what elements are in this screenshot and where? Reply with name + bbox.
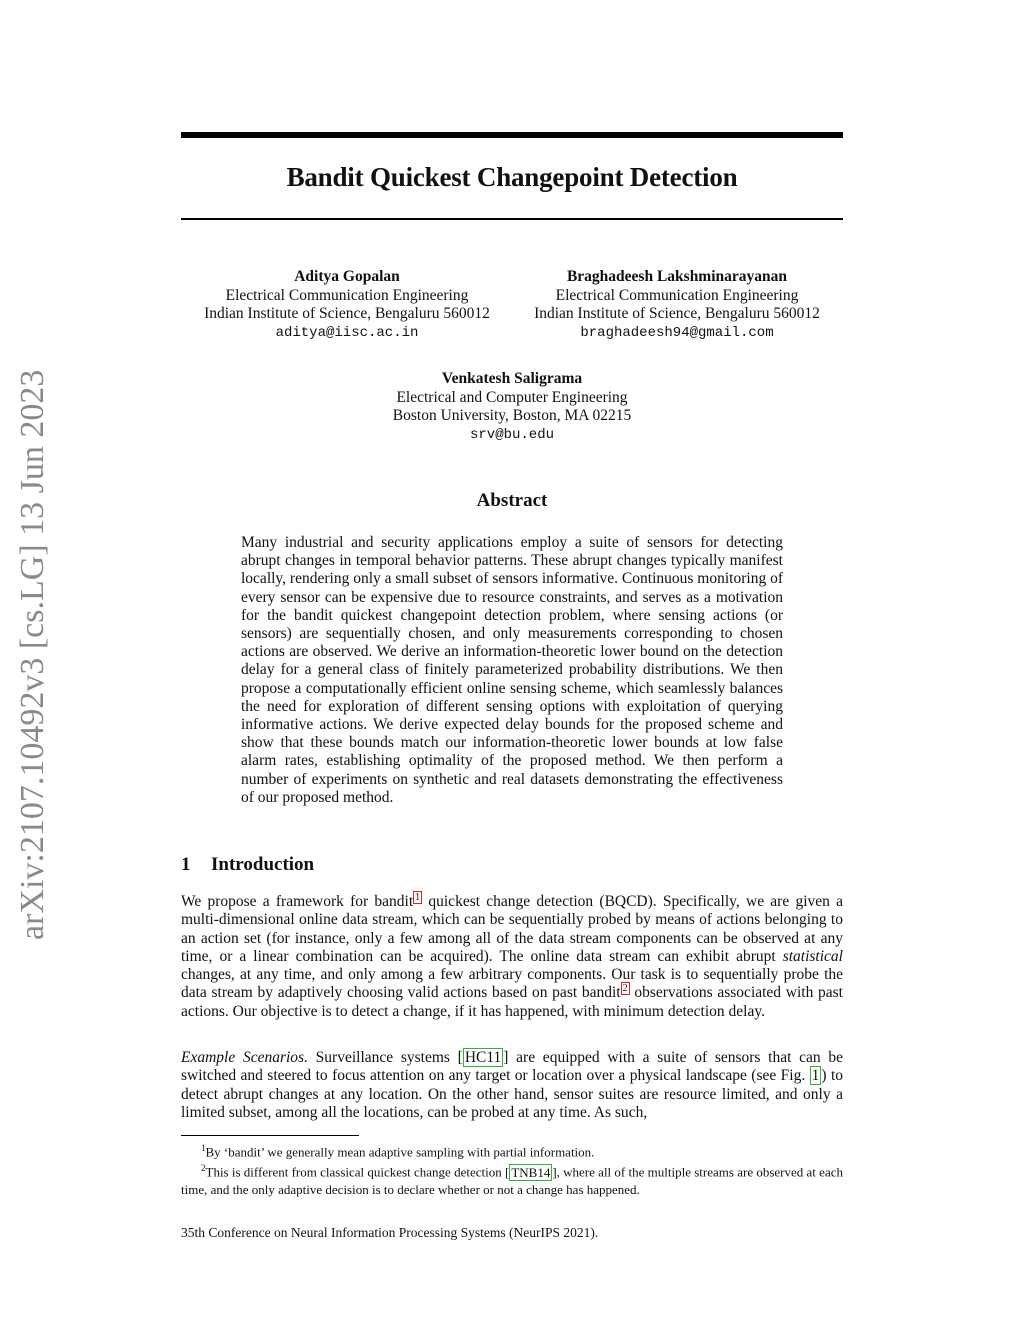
author-block-2 bbox=[517, 268, 837, 342]
footnote-text: By ‘bandit’ we generally mean adaptive sampling with partial information. bbox=[205, 1144, 595, 1160]
text-run: changes, at any time, and only among a few arbitrary components. Our task is to sequentially probe the data stream by adaptively choosing valid actions based on past bandit bbox=[181, 966, 843, 1002]
title-top-rule bbox=[181, 132, 843, 138]
arxiv-identifier: arXiv:2107.10492v3 [cs.LG] 13 Jun 2023 bbox=[14, 369, 51, 940]
footnote-divider bbox=[181, 1135, 359, 1136]
citation-link-tnb14[interactable]: TNB14 bbox=[511, 1164, 551, 1180]
author-department: Electrical Communication Engineering bbox=[225, 286, 469, 304]
author-email[interactable]: braghadeesh94@gmail.com bbox=[580, 324, 774, 341]
author-block-1 bbox=[187, 268, 507, 342]
paragraph-label: Example Scenarios. bbox=[181, 1049, 308, 1066]
intro-paragraph-1 bbox=[181, 893, 843, 1021]
footnote-link-1[interactable]: 1 bbox=[415, 891, 421, 903]
paper-title: Bandit Quickest Changepoint Detection bbox=[286, 162, 738, 192]
footnotes bbox=[181, 1140, 843, 1198]
author-name: Aditya Gopalan bbox=[294, 268, 400, 285]
intro-paragraph-2 bbox=[181, 1049, 843, 1122]
abstract-heading: Abstract bbox=[476, 490, 548, 511]
figure-link-1[interactable]: 1 bbox=[811, 1067, 820, 1085]
citation-link-hc11[interactable]: HC11 bbox=[464, 1049, 502, 1066]
text-run: Surveillance systems [ bbox=[307, 1049, 463, 1066]
footnote-marker: 2 bbox=[201, 1163, 206, 1174]
author-institution: Indian Institute of Science, Bengaluru 560012 bbox=[204, 305, 490, 322]
footnote-1 bbox=[181, 1140, 843, 1160]
emphasis-text: statistical bbox=[782, 947, 843, 965]
text-run: We propose a framework for bandit bbox=[181, 893, 414, 910]
text-run: quickest change detection (BQCD). Specifically, we are given a multi-dimensional online data stream, which can be sequentially probed by means of actions belonging to an action set (for instance, only a few among all of the data stream components can be observed at any time, or a linear combination can be acquired). The online data stream can exhibit abrupt bbox=[181, 893, 843, 965]
text-run: ) to detect abrupt changes at any location. On the other hand, sensor suites are resource limited, and only a limited subset, among all the locations, can be probed at any time. As such, bbox=[181, 1067, 844, 1121]
author-email[interactable]: aditya@iisc.ac.in bbox=[275, 324, 419, 341]
conference-note: 35th Conference on Neural Information Processing Systems (NeurIPS 2021). bbox=[181, 1225, 599, 1240]
footnote-link-2[interactable]: 2 bbox=[622, 983, 628, 995]
section-number: 1 bbox=[181, 854, 191, 875]
author-email[interactable]: srv@bu.edu bbox=[469, 426, 554, 443]
author-institution: Indian Institute of Science, Bengaluru 560012 bbox=[534, 305, 820, 322]
footnote-text: ], where all of the multiple streams are observed at each time, and the only adaptive decision is to declare whether or not a change has happened. bbox=[181, 1164, 843, 1197]
title-bottom-rule bbox=[181, 218, 843, 220]
section-heading bbox=[181, 854, 314, 876]
footnote-2 bbox=[181, 1160, 843, 1197]
author-institution: Boston University, Boston, MA 02215 bbox=[392, 407, 632, 424]
author-name: Braghadeesh Lakshminarayanan bbox=[566, 268, 788, 285]
author-block-3 bbox=[352, 370, 672, 444]
text-run: ] are equipped with a suite of sensors that can be switched and steered to focus attention on any target or location over a physical landscape (see Fig. bbox=[181, 1049, 843, 1085]
author-name: Venkatesh Saligrama bbox=[441, 370, 583, 387]
abstract-text: Many industrial and security applications employ a suite of sensors for detecting abrupt changes in temporal behavior patterns. These abrupt changes typically manifest locally, rendering only a small subset of sensors informative. Continuous monitoring of every sensor can be expensive due to resource constraints, and serves as a motivation for the bandit quickest changepoint detection problem, where sensing actions (or sensors) are sequentially chosen, and only measurements corresponding to chosen actions are observed. We derive an information-theoretic lower bound on the detection delay for a general class of finitely parameterized probability distributions. We then propose a computationally efficient online sensing scheme, which seamlessly balances the need for exploration of different sensing options with exploitation of querying informative actions. We derive expected delay bounds for the proposed scheme and show that these bounds match our information-theoretic lower bounds at low false alarm rates, establishing optimality of the proposed method. We then perform a number of experiments on synthetic and real datasets demonstrating the effectiveness of our proposed method. bbox=[241, 534, 783, 806]
text-run: observations associated with past actions. Our objective is to detect a change, if it has happened, with minimum detection delay. bbox=[181, 984, 843, 1020]
footnote-marker: 1 bbox=[201, 1143, 206, 1153]
author-department: Electrical and Computer Engineering bbox=[396, 388, 628, 406]
footnote-text: This is different from classical quickest change detection [ bbox=[205, 1164, 510, 1180]
section-title: Introduction bbox=[211, 854, 315, 875]
author-department: Electrical Communication Engineering bbox=[555, 286, 799, 304]
